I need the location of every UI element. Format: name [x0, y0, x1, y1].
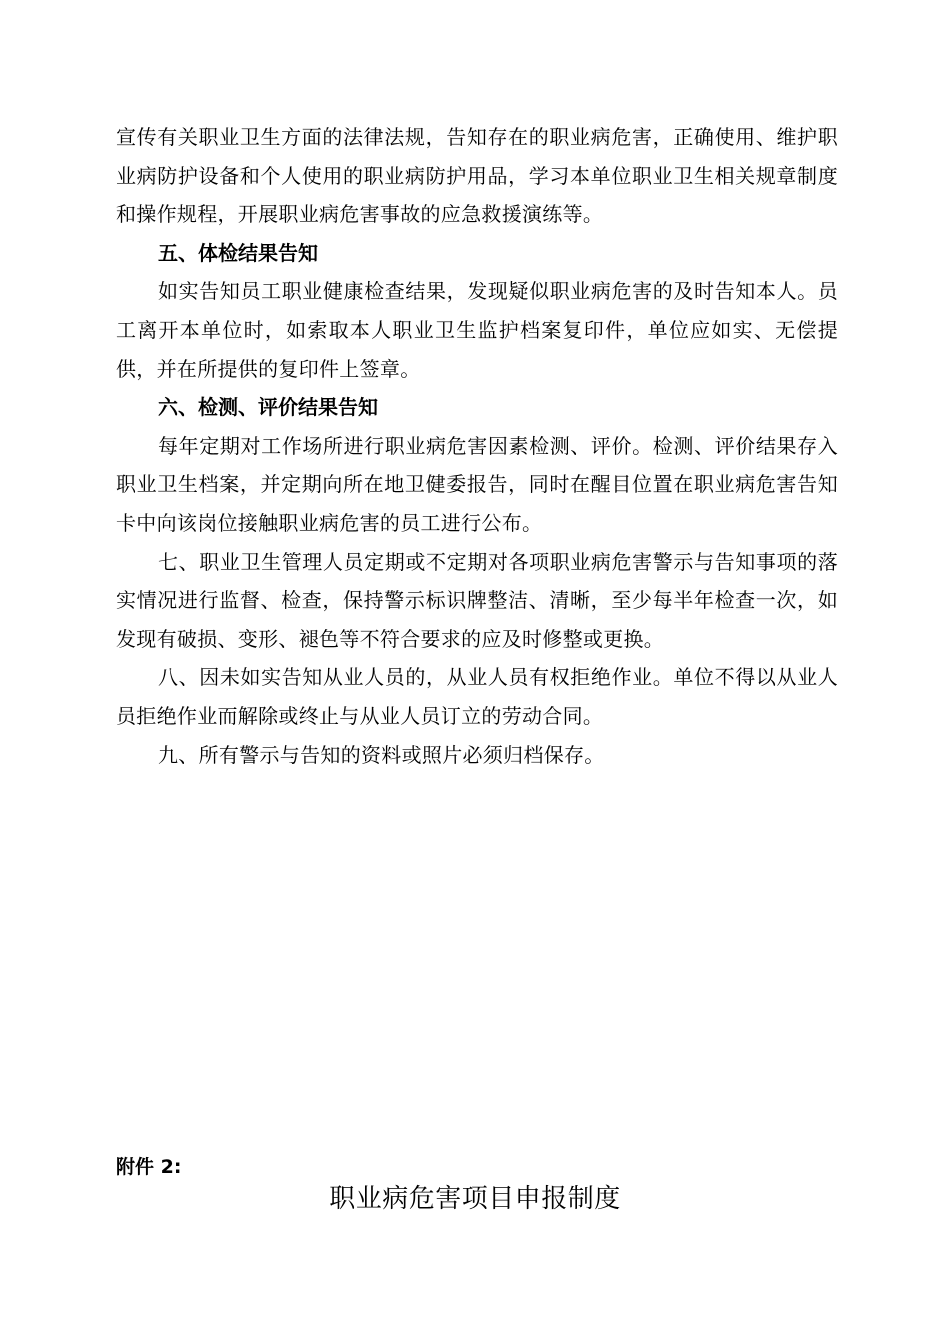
paragraph-section-7: 七、职业卫生管理人员定期或不定期对各项职业病危害警示与告知事项的落实情况进行监督、检查，保持警示标识牌整洁、清晰，至少每半年检查一次，如发现有破损、变形、褪色等不符合要求的应及时修整或更换。	[116, 549, 838, 651]
paragraph-testing-results: 每年定期对工作场所进行职业病危害因素检测、评价。检测、评价结果存入职业卫生档案，并定期向所在地卫健委报告，同时在醒目位置在职业病危害告知卡中向该岗位接触职业病危害的员工进行公布。	[116, 433, 838, 535]
section-heading-5: 五、体检结果告知	[158, 240, 318, 265]
paragraph-section-9: 九、所有警示与告知的资料或照片必须归档保存。	[158, 742, 605, 767]
section-heading-6: 六、检测、评价结果告知	[158, 395, 378, 420]
document-title: 职业病危害项目申报制度	[329, 1184, 621, 1214]
paragraph-section-8: 八、因未如实告知从业人员的，从业人员有权拒绝作业。单位不得以从业人员拒绝作业而解除或终止与从业人员订立的劳动合同。	[116, 665, 838, 728]
document-body	[116, 118, 838, 774]
paragraph-exam-results: 如实告知员工职业健康检查结果，发现疑似职业病危害的及时告知本人。员工离开本单位时，如索取本人职业卫生监护档案复印件，单位应如实、无偿提供，并在所提供的复印件上签章。	[116, 279, 838, 381]
annex-label: 附件 2:	[116, 1156, 182, 1178]
paragraph-publicity: 宣传有关职业卫生方面的法律法规，告知存在的职业病危害，正确使用、维护职业病防护设备和个人使用的职业病防护用品，学习本单位职业卫生相关规章制度和操作规程，开展职业病危害事故的应急救援演练等。	[116, 125, 838, 227]
